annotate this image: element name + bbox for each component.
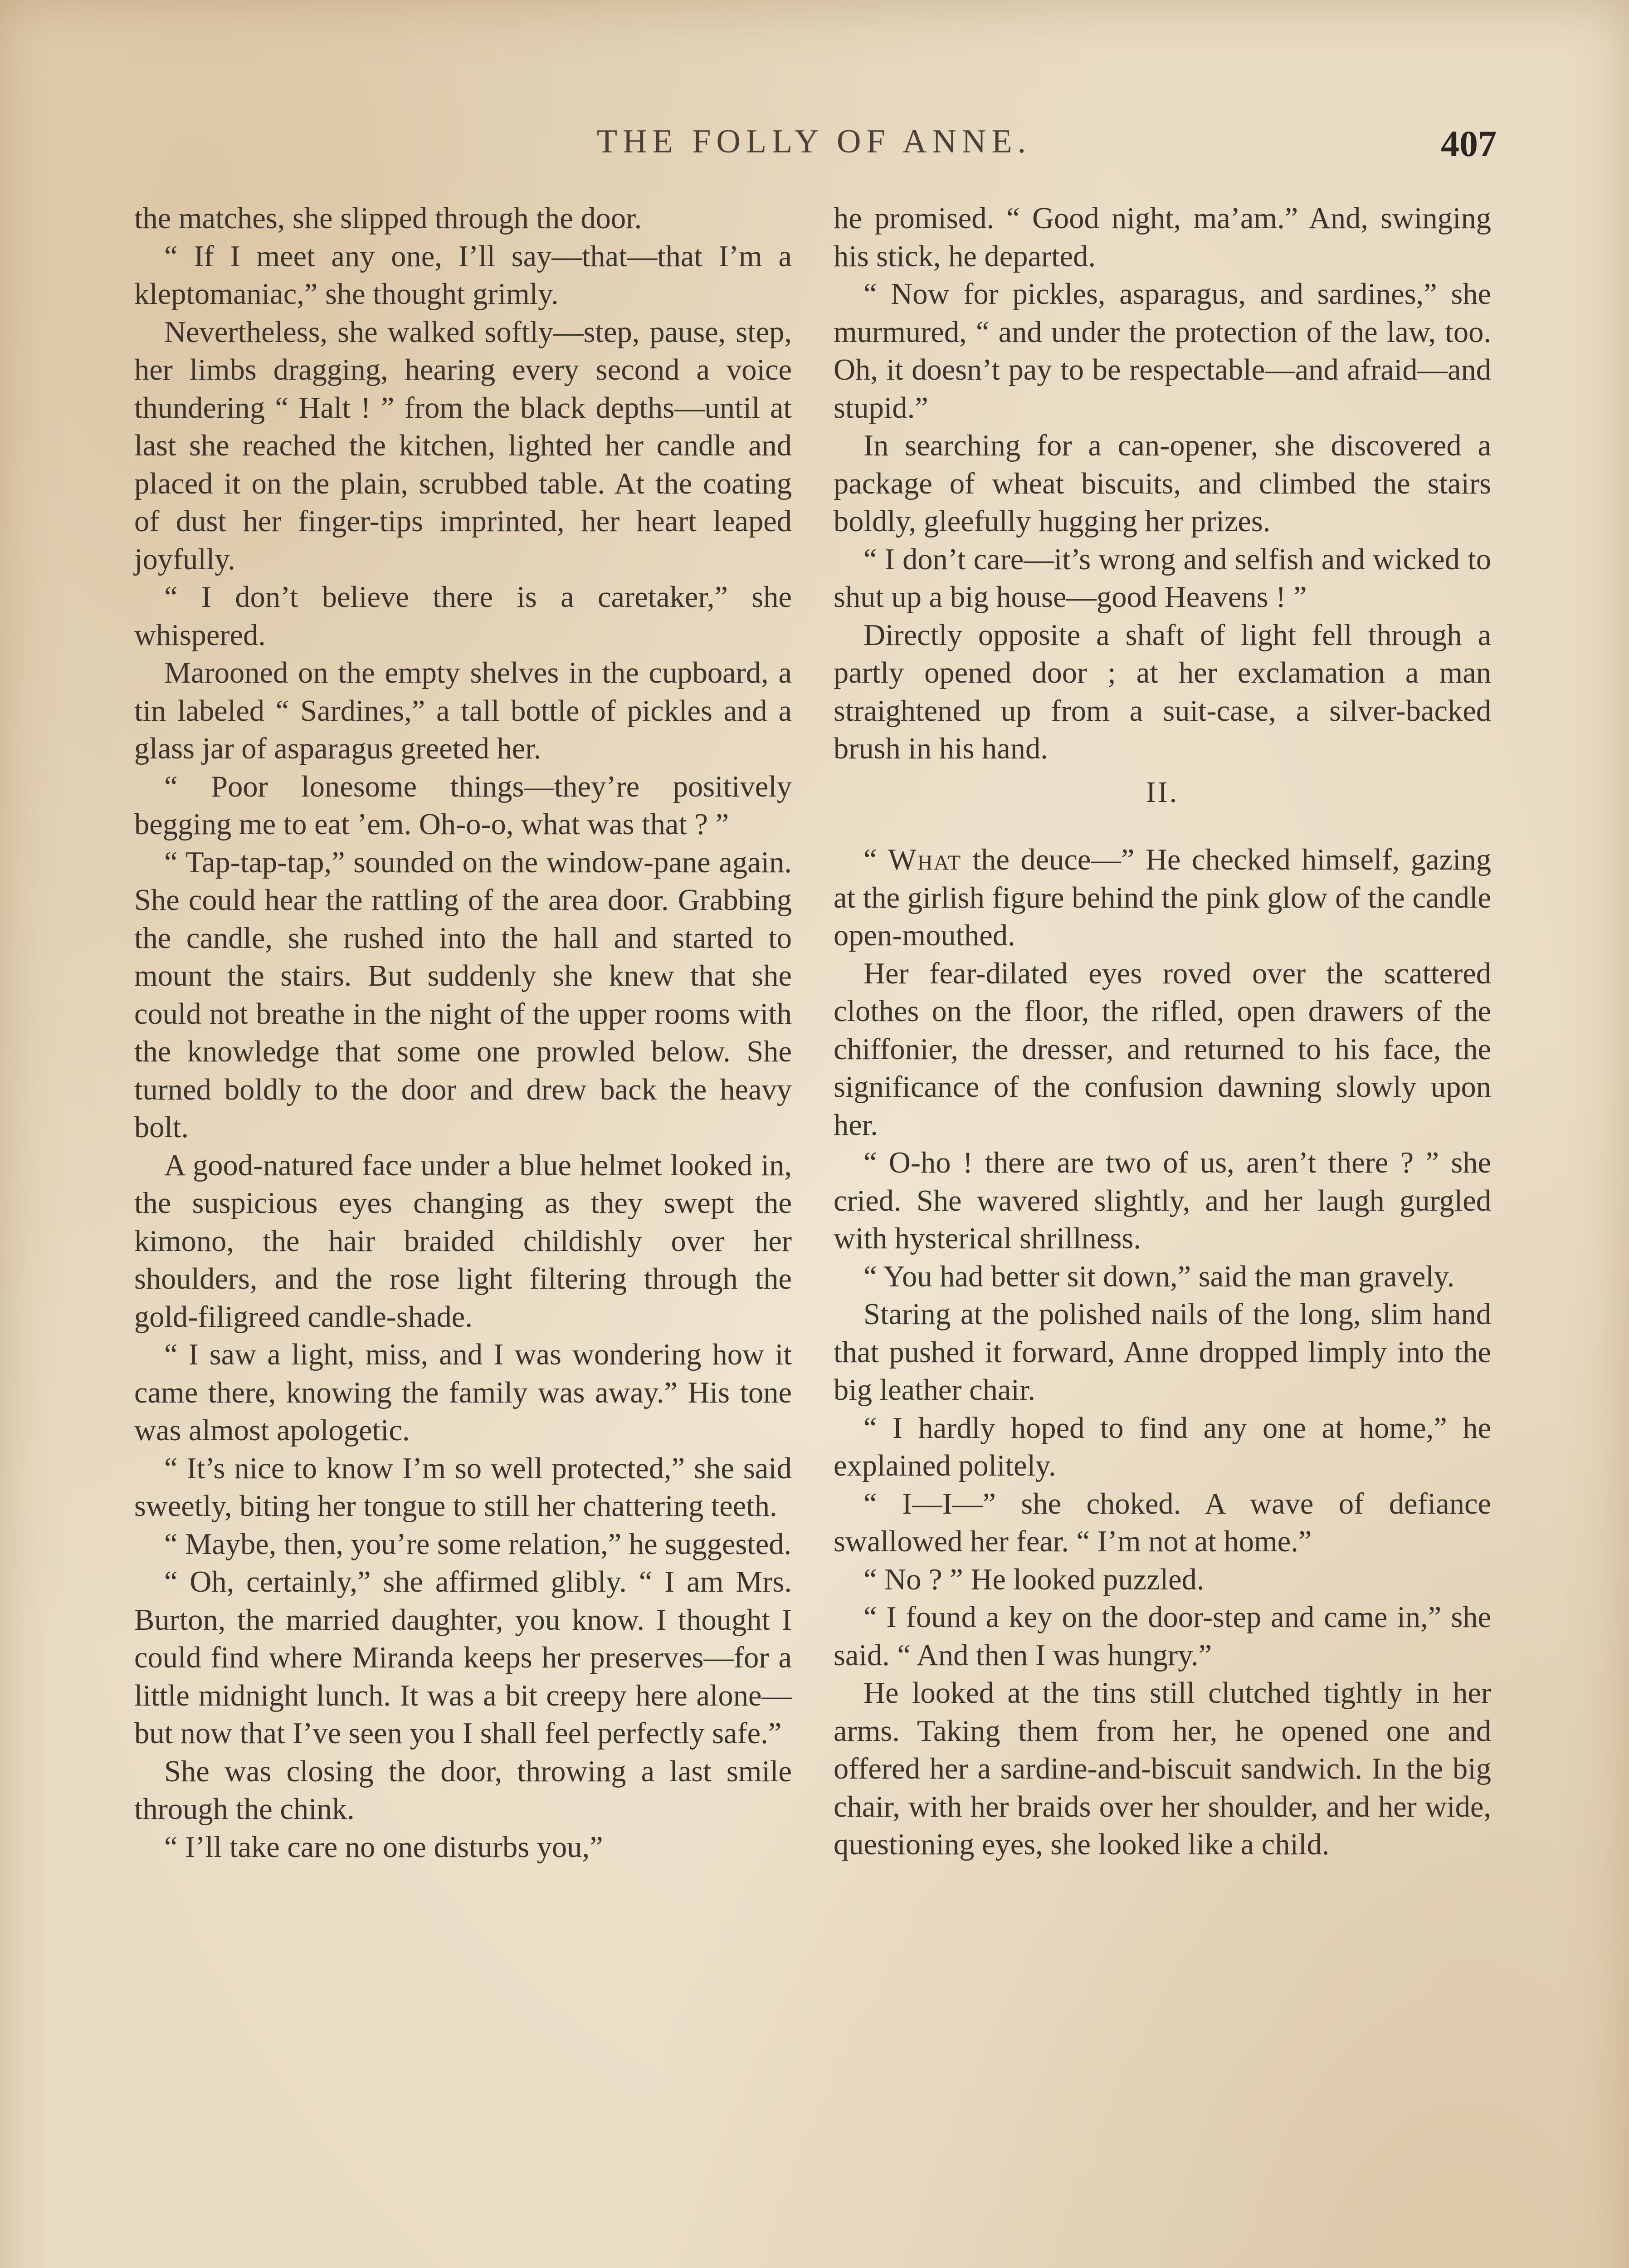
paragraph: “ I don’t believe there is a caretaker,” she whispered. (134, 581, 792, 652)
paragraph: “ No ? ” He looked puzzled. (863, 1563, 1205, 1596)
paragraph: “ I—I—” she choked. A wave of defiance swallowed her fear. “ I’m not at home.” (834, 1487, 1491, 1558)
running-head: THE FOLLY OF ANNE. (596, 123, 1032, 160)
paragraph: “ I hardly hoped to find any one at home,” he explained politely. (834, 1411, 1491, 1482)
paragraph: “ Oh, certainly,” she affirmed glibly. “ I am Mrs. Burton, the married daughter, you know. I thought I could find where Miranda keeps her preserves—for a little midnight lunch. It was a bit creepy here alone—but now that I’ve seen you I shall feel perfectly safe.” (134, 1565, 792, 1750)
paragraph: “ I found a key on the door-step and came in,” she said. “ And then I was hungry.” (834, 1601, 1491, 1672)
paragraph: “ Tap-tap-tap,” sounded on the window-pane again. She could hear the rattling of the area door. Grabbing the candle, she rushed into the hall and started to mount the stairs. But suddenly she knew that she could not breathe in the night of the upper rooms with the knowledge that some one prowled below. She turned boldly to the door and drew back the heavy bolt. (134, 846, 792, 1144)
right-column (834, 200, 1491, 1864)
paragraph: Her fear-dilated eyes roved over the scattered clothes on the floor, the rifled, open drawers of the chiffonier, the dresser, and returned to his face, the significance of the confusion dawning slowly upon her. (834, 957, 1491, 1142)
paragraph: Staring at the polished nails of the long, slim hand that pushed it forward, Anne dropped limply into the big leather chair. (834, 1298, 1491, 1407)
paragraph: Directly opposite a shaft of light fell through a partly opened door ; at her exclamation a man straightened up from a suit-case, a silver-backed brush in his hand. (834, 618, 1491, 765)
small-caps-lead: What (888, 843, 962, 876)
paragraph: He looked at the tins still clutched tightly in her arms. Taking them from her, he opened one and offered her a sardine-and-biscuit sandwich. In the big chair, with her braids over her shoulder, and her wide, questioning eyes, she looked like a child. (834, 1677, 1491, 1861)
section-heading: II. (1146, 775, 1179, 809)
paragraph: She was closing the door, throwing a last smile through the chink. (134, 1755, 792, 1826)
paragraph: A good-natured face under a blue helmet looked in, the suspicious eyes changing as they swept the kimono, the hair braided childishly over her shoulders, and the rose light filtering through the gold-filigreed candle-shade. (134, 1149, 792, 1334)
paragraph: “ I saw a light, miss, and I was wondering how it came there, knowing the family was away.” His tone was almost apologetic. (134, 1338, 792, 1447)
paragraph: “ If I meet any one, I’ll say—that—that I’m a kleptomaniac,” she thought grimly. (134, 240, 792, 311)
paragraph: “ I don’t care—it’s wrong and selfish and wicked to shut up a big house—good Heavens ! ” (834, 543, 1491, 614)
paragraph: the matches, she slipped through the door. (134, 202, 642, 235)
opening-quote: “ (863, 843, 888, 876)
paragraph: “ I’ll take care no one disturbs you,” (164, 1830, 603, 1864)
paragraph: he promised. “ Good night, ma’am.” And, swinging his stick, he departed. (834, 202, 1491, 273)
paragraph: “ Now for pickles, asparagus, and sardines,” she murmured, “ and under the protection of the law, too. Oh, it doesn’t pay to be respectable—and afraid—and stupid.” (834, 278, 1491, 425)
paragraph: Marooned on the empty shelves in the cupboard, a tin labeled “ Sardines,” a tall bottle of pickles and a glass jar of asparagus greeted her. (134, 656, 792, 765)
paragraph: “ Maybe, then, you’re some relation,” he suggested. (164, 1527, 792, 1561)
paragraph: “ You had better sit down,” said the man gravely. (863, 1260, 1455, 1293)
paragraph: “ Poor lonesome things—they’re positively begging me to eat ’em. Oh-o-o, what was that ? ” (134, 770, 792, 841)
paragraph: In searching for a can-opener, she discovered a package of wheat biscuits, and climbed the stairs boldly, gleefully hugging her prizes. (834, 429, 1491, 538)
paragraph: Nevertheless, she walked softly—step, pause, step, her limbs dragging, hearing every second a voice thundering “ Halt ! ” from the black depths—until at last she reached the kitchen, lighted her candle and placed it on the plain, scrubbed table. At the coating of dust her finger-tips imprinted, her heart leaped joyfully. (134, 315, 792, 576)
paragraph: “ O-ho ! there are two of us, aren’t there ? ” she cried. She wavered slightly, and her laugh gurgled with hysterical shrillness. (834, 1146, 1491, 1255)
opening-rest: the deuce—” He checked himself, gazing at the girlish figure behind the pink glow of the candle open-mouthed. (834, 843, 1491, 952)
left-column (134, 200, 792, 1866)
paragraph: “ It’s nice to know I’m so well protected,” she said sweetly, biting her tongue to still her chattering teeth. (134, 1452, 792, 1523)
page-number: 407 (1441, 123, 1497, 164)
page-header (132, 122, 1497, 172)
section-opening-paragraph (834, 841, 1491, 955)
